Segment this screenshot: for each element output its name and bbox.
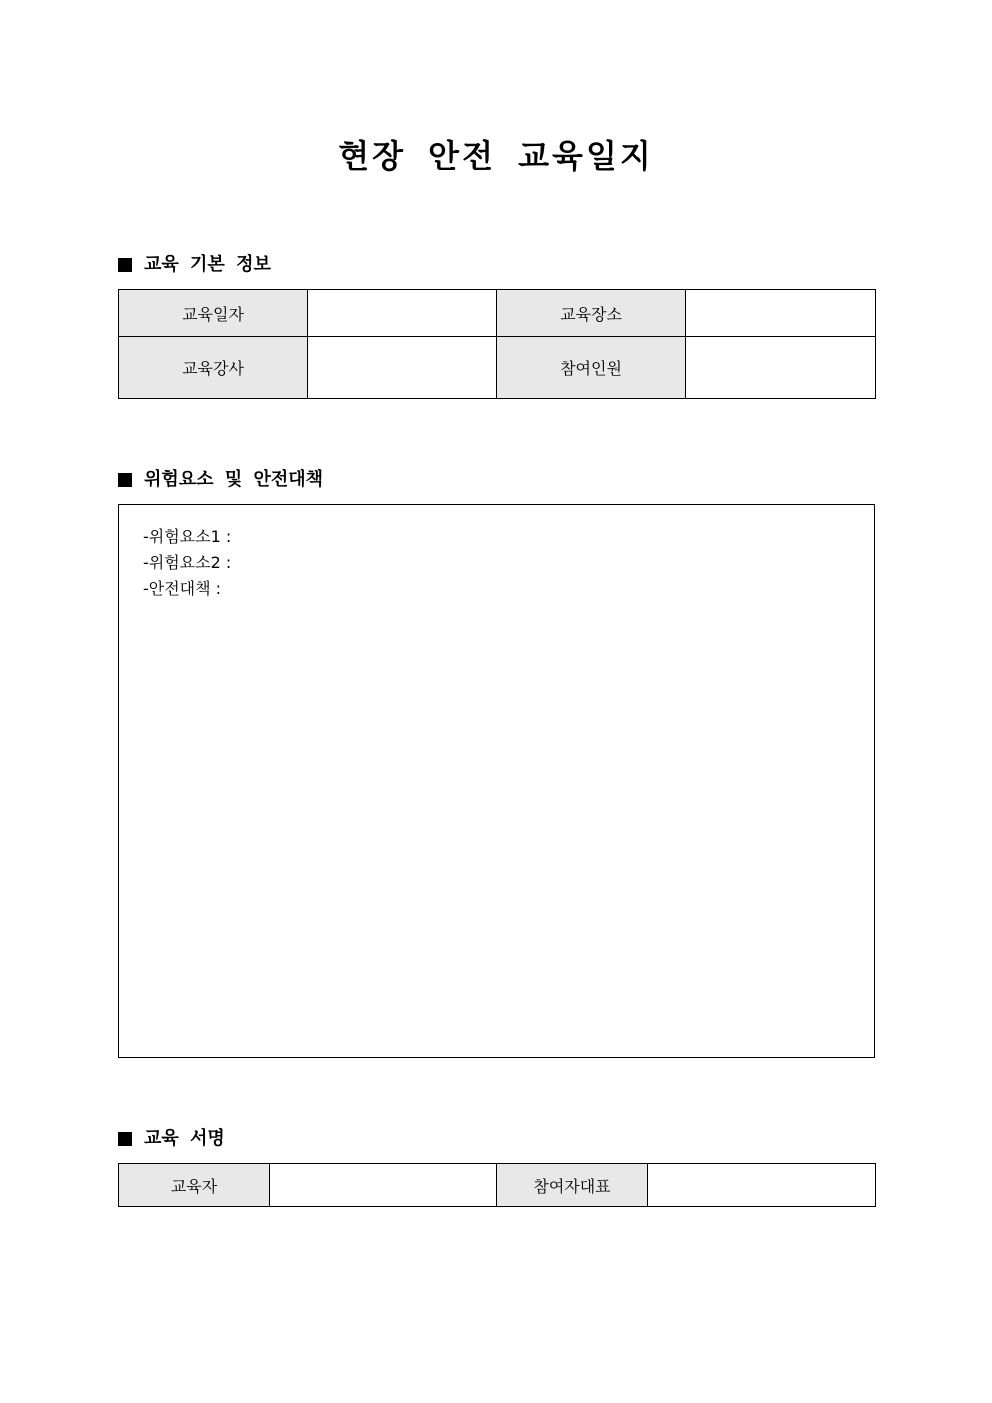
hazard-item-2: -위험요소2 :	[143, 553, 232, 572]
hazards-heading	[118, 467, 323, 493]
signature-heading-text: 교육 서명	[144, 1128, 225, 1149]
document-title: 현장 안전 교육일지	[338, 137, 654, 175]
educator-label: 교육자	[119, 1164, 270, 1207]
safety-measure-item: -안전대책 :	[143, 579, 222, 598]
basic-info-heading	[118, 252, 271, 278]
signature-table	[118, 1163, 876, 1207]
instructor-field[interactable]	[308, 337, 497, 399]
education-location-field[interactable]	[686, 290, 876, 337]
participant-representative-signature-field[interactable]	[648, 1164, 876, 1207]
basic-info-row	[119, 290, 876, 337]
square-bullet-icon	[118, 1132, 132, 1146]
signature-heading	[118, 1126, 225, 1152]
educator-signature-field[interactable]	[270, 1164, 497, 1207]
square-bullet-icon	[118, 258, 132, 272]
education-date-field[interactable]	[308, 290, 497, 337]
hazard-item-1: -위험요소1 :	[143, 527, 232, 546]
basic-info-heading-text: 교육 기본 정보	[144, 254, 271, 275]
hazards-heading-text: 위험요소 및 안전대책	[144, 469, 324, 490]
participants-count-field[interactable]	[686, 337, 876, 399]
participant-representative-label: 참여자대표	[497, 1164, 648, 1207]
basic-info-row	[119, 337, 876, 399]
education-date-label: 교육일자	[119, 290, 308, 337]
participants-count-label: 참여인원	[497, 337, 686, 399]
basic-info-table	[118, 289, 876, 399]
instructor-label: 교육강사	[119, 337, 308, 399]
hazards-text-area[interactable]	[118, 504, 875, 1058]
square-bullet-icon	[118, 473, 132, 487]
education-location-label: 교육장소	[497, 290, 686, 337]
signature-row	[119, 1164, 876, 1207]
